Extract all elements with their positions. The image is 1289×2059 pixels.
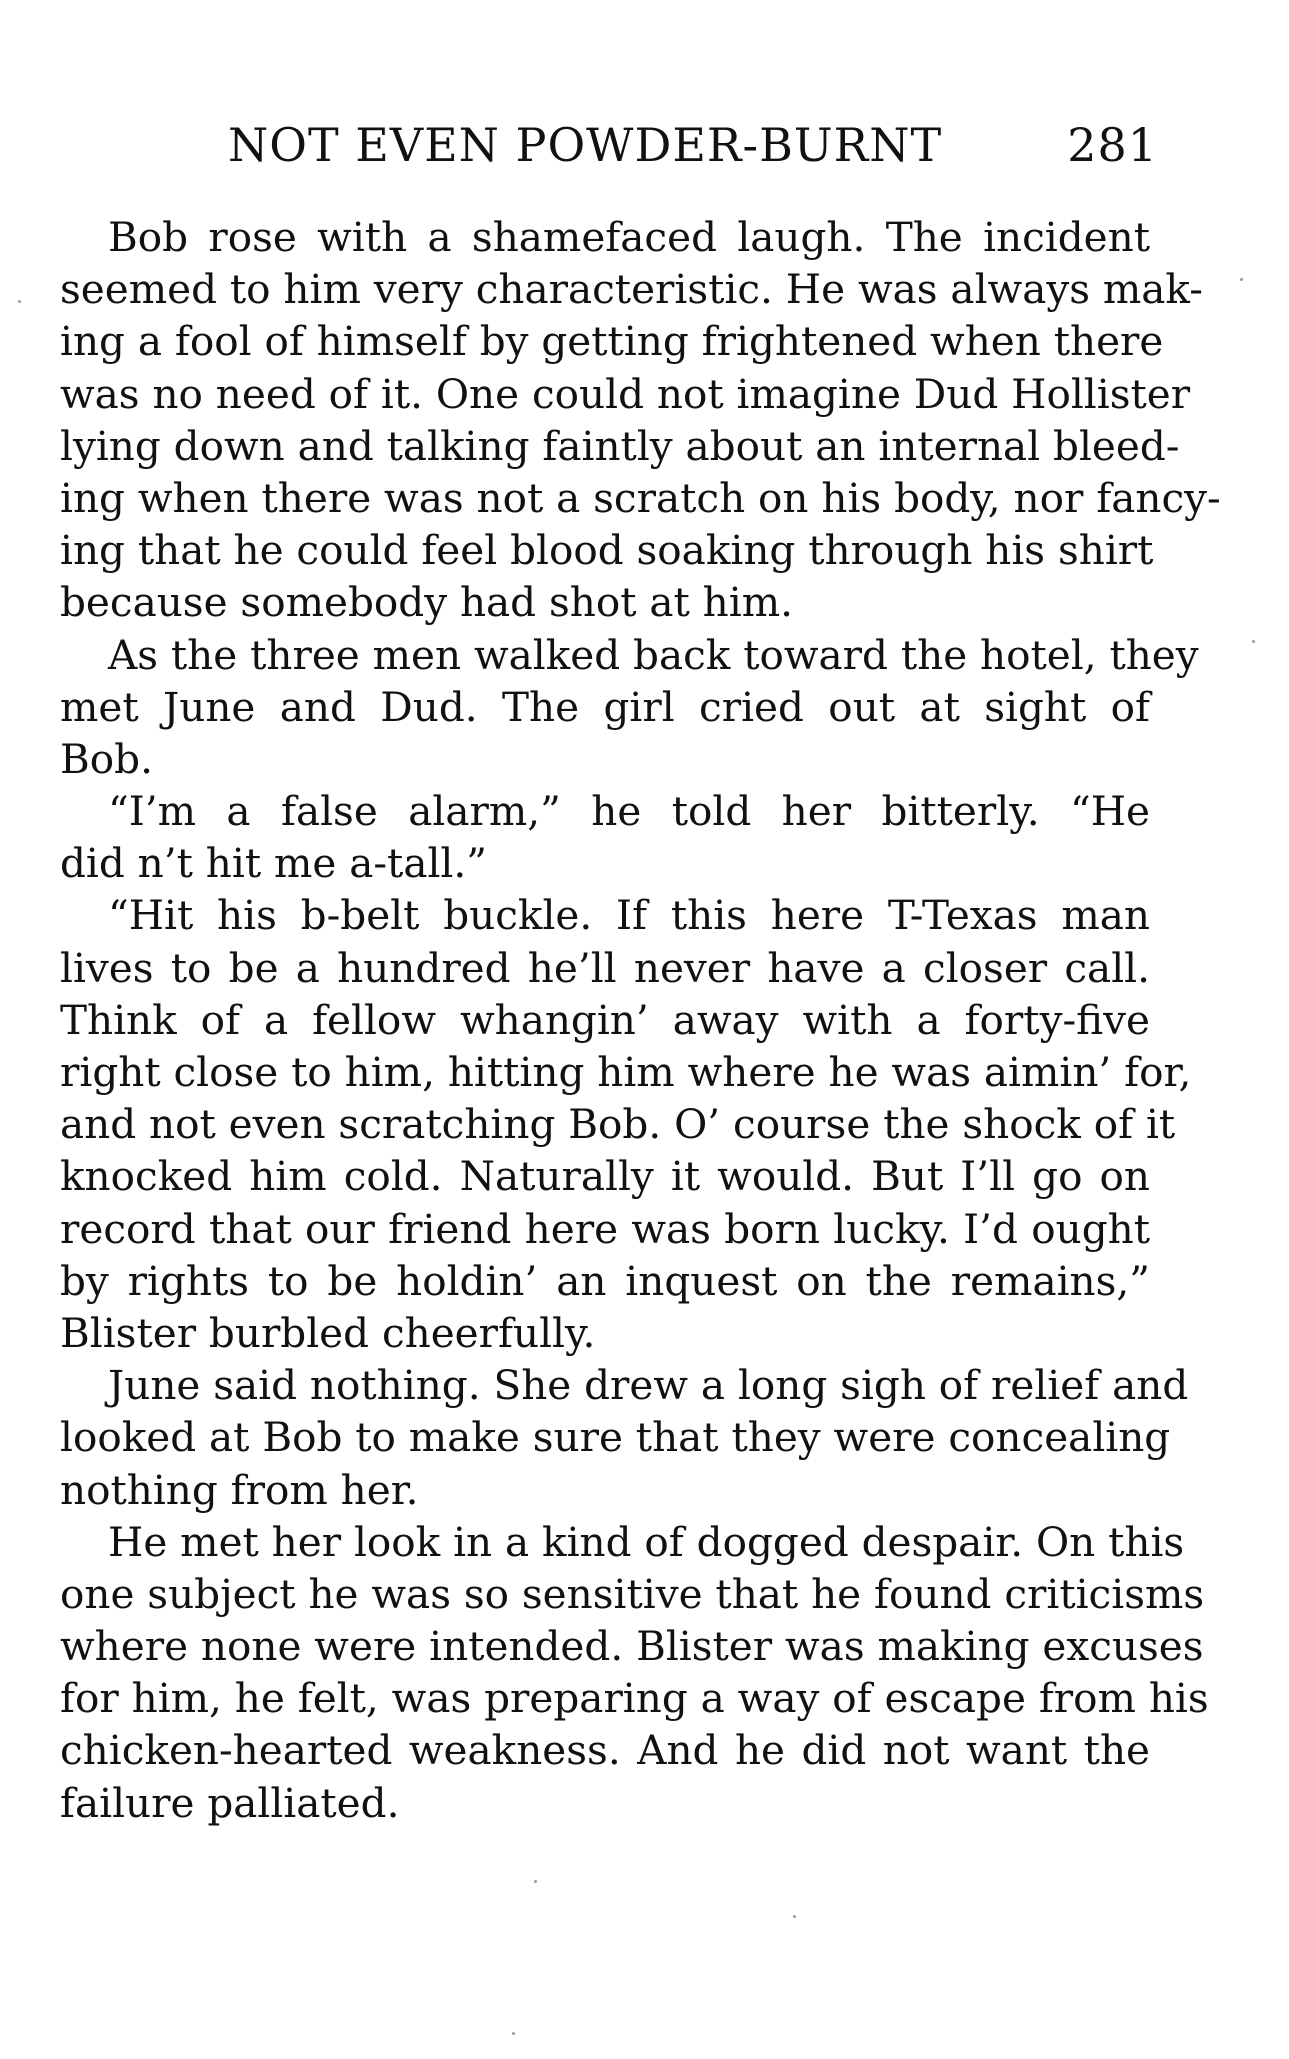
text-line: Think of a fellow whangin’ away with a forty-five (60, 995, 1150, 1044)
text-line: Blister burbled cheerfully. (60, 1308, 596, 1357)
text-line: June said nothing. She drew a long sigh of relief and (108, 1361, 1189, 1410)
text-line: ing when there was not a scratch on his body, nor fancy- (60, 473, 1221, 522)
scan-speck (1252, 640, 1255, 643)
text-line: ing that he could feel blood soaking through his shirt (60, 526, 1154, 575)
scan-speck (793, 1915, 796, 1918)
body-text (60, 211, 1221, 1829)
text-line: one subject he was so sensitive that he found criticisms (60, 1569, 1205, 1618)
text-line: As the three men walked back toward the hotel, they (108, 630, 1199, 679)
text-line: record that our friend here was born lucky. I’d ought (60, 1204, 1150, 1253)
text-line: “I’m a false alarm,” he told her bitterly. “He (108, 787, 1150, 836)
page-number: 281 (1067, 118, 1158, 172)
text-line: for him, he felt, was preparing a way of escape from his (60, 1674, 1209, 1723)
text-line: lying down and talking faintly about an internal bleed- (60, 421, 1180, 470)
text-line: knocked him cold. Naturally it would. But I’ll go on (60, 1152, 1150, 1201)
scan-speck (512, 2032, 515, 2035)
text-line: seemed to him very characteristic. He was always mak- (60, 265, 1203, 314)
text-line: was no need of it. One could not imagine Dud Hollister (60, 369, 1191, 418)
text-line: lives to be a hundred he’ll never have a closer call. (60, 943, 1150, 992)
text-line: and not even scratching Bob. O’ course the shock of it (60, 1100, 1176, 1149)
running-header (228, 118, 1158, 178)
text-line: right close to him, hitting him where he was aimin’ for, (60, 1048, 1192, 1096)
text-line: met June and Dud. The girl cried out at sight of (60, 682, 1150, 731)
text-line: “Hit his b-belt buckle. If this here T-Texas man (108, 891, 1150, 940)
scan-speck (1240, 278, 1243, 281)
text-line: failure palliated. (60, 1778, 400, 1827)
text-line: by rights to be holdin’ an inquest on the remains,” (60, 1256, 1150, 1305)
text-line: He met her look in a kind of dogged despair. On this (108, 1517, 1185, 1566)
scan-speck (534, 1880, 537, 1883)
text-line: because somebody had shot at him. (60, 578, 793, 627)
scan-speck (18, 300, 21, 303)
chapter-title: NOT EVEN POWDER-BURNT (228, 118, 943, 172)
text-line: Bob. (60, 734, 153, 783)
text-line: where none were intended. Blister was making excuses (60, 1622, 1204, 1671)
text-line: chicken-hearted weakness. And he did not want the (60, 1726, 1150, 1775)
text-line: looked at Bob to make sure that they were concealing (60, 1413, 1171, 1462)
text-line: nothing from her. (60, 1465, 419, 1514)
text-line: ing a fool of himself by getting frightened when there (60, 317, 1164, 366)
text-line: Bob rose with a shamefaced laugh. The incident (108, 213, 1150, 261)
text-line: did n’t hit me a-tall.” (60, 839, 487, 888)
